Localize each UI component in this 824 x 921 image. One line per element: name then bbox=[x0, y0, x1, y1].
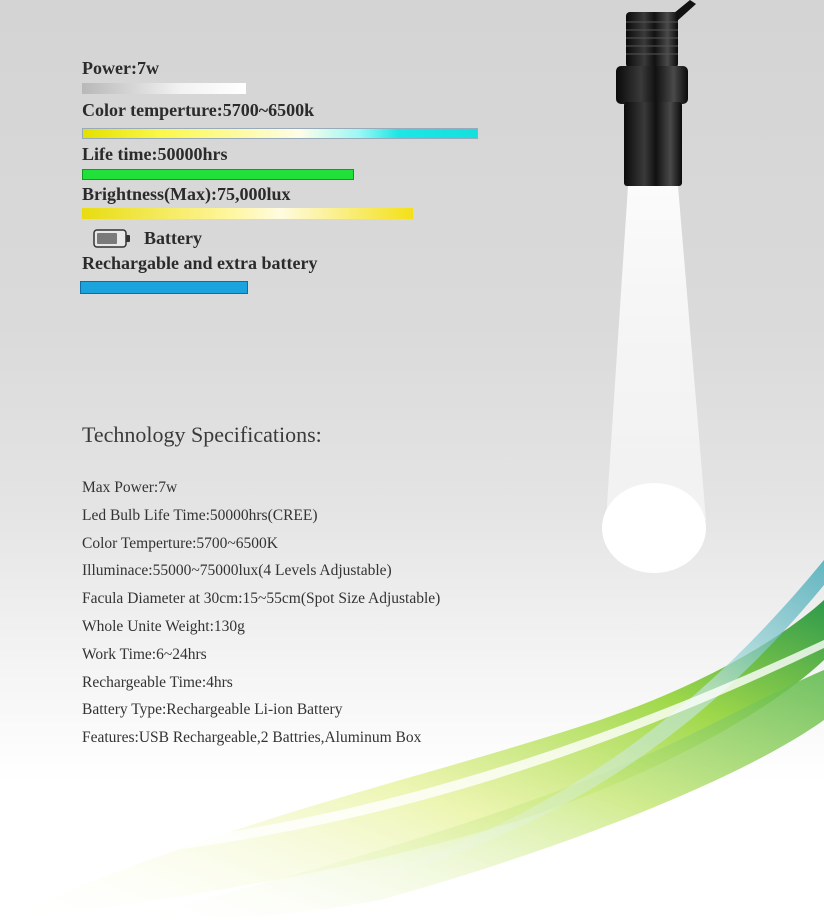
specs-title: Technology Specifications: bbox=[82, 422, 322, 447]
spec-item-color-temperature: Color Temperture:5700~6500K bbox=[82, 534, 278, 552]
spec-list bbox=[82, 477, 440, 755]
battery-description: Rechargable and extra battery bbox=[82, 253, 318, 273]
headlight-lamp-icon bbox=[598, 0, 718, 580]
spec-item-work-time: Work Time:6~24hrs bbox=[82, 645, 207, 663]
life-time-bar bbox=[82, 169, 354, 180]
brightness-bar bbox=[82, 208, 413, 219]
spec-item-illuminance: Illuminace:55000~75000lux(4 Levels Adjustable) bbox=[82, 562, 392, 580]
color-temperature-label: Color temperture:5700~6500k bbox=[82, 100, 315, 120]
battery-bar bbox=[80, 281, 248, 294]
spec-item-bulb-life: Led Bulb Life Time:50000hrs(CREE) bbox=[82, 506, 318, 524]
battery-label: Battery bbox=[144, 228, 202, 248]
spec-item-weight: Whole Unite Weight:130g bbox=[82, 617, 245, 635]
color-temperature-bar bbox=[82, 128, 478, 139]
battery-icon bbox=[93, 229, 131, 248]
spec-item-max-power: Max Power:7w bbox=[82, 479, 178, 496]
power-label: Power:7w bbox=[82, 58, 159, 78]
spec-item-battery-type: Battery Type:Rechargeable Li-ion Battery bbox=[82, 701, 343, 719]
spec-item-facula-diameter: Facula Diameter at 30cm:15~55cm(Spot Size Adjustable) bbox=[82, 590, 441, 608]
power-bar bbox=[82, 83, 246, 94]
spec-item-features: Features:USB Rechargeable,2 Battries,Aluminum Box bbox=[82, 729, 422, 747]
spec-item-recharge-time: Rechargeable Time:4hrs bbox=[82, 673, 233, 691]
brightness-label: Brightness(Max):75,000lux bbox=[82, 184, 291, 204]
life-time-label: Life time:50000hrs bbox=[82, 144, 228, 164]
